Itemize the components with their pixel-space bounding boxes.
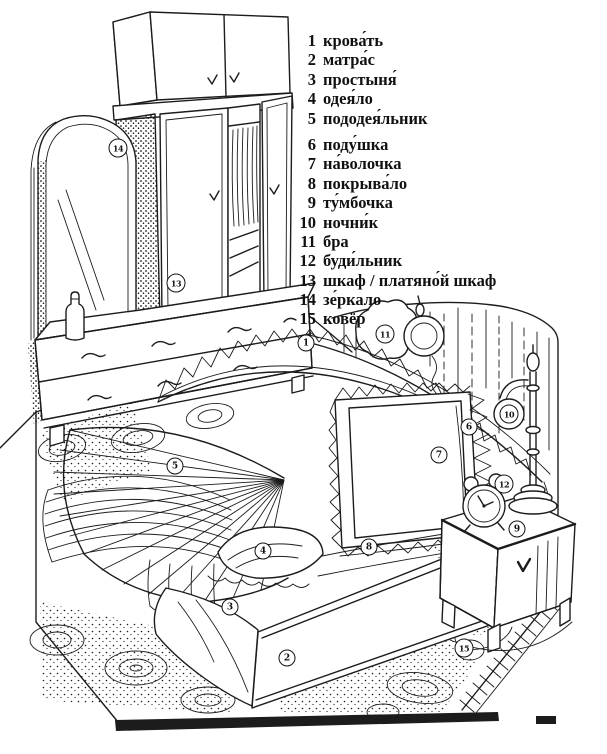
vocab-item (294, 309, 496, 328)
callout-5: 5 (167, 458, 184, 475)
vocab-item-number: 14 (299, 290, 316, 310)
vocab-item-label: покрыва́ло (323, 173, 408, 193)
vocab-item (294, 174, 496, 193)
vocab-item-number: 7 (307, 154, 316, 174)
vocab-item-number: 11 (300, 231, 316, 251)
callout-6: 6 (461, 419, 478, 436)
vocab-item (294, 154, 496, 173)
callout-10: 10 (500, 405, 519, 424)
vocab-item-number: 1 (307, 31, 316, 50)
vocab-item-number: 2 (307, 50, 316, 70)
vocab-item-number: 6 (307, 134, 316, 154)
vocab-list (294, 31, 496, 329)
callout-11: 11 (376, 325, 395, 344)
callout-9: 9 (509, 521, 526, 538)
vocab-item-label: бра (323, 231, 349, 251)
vocab-item-label: ту́мбочка (323, 193, 393, 213)
callout-4: 4 (255, 543, 272, 560)
vocab-item-label: шкаф / платяно́й шкаф (323, 270, 497, 290)
vocab-item-label: крова́ть (323, 31, 384, 50)
vocab-item-label: буди́льник (323, 251, 403, 271)
callout-15: 15 (455, 639, 474, 658)
vocab-item-number: 3 (307, 69, 316, 89)
callout-3: 3 (222, 599, 239, 616)
vocab-item (294, 193, 496, 212)
vocab-item-label: зе́ркало (323, 290, 382, 310)
vocab-item-number: 9 (307, 193, 316, 213)
dresser-drawing (28, 283, 315, 446)
callout-7: 7 (431, 447, 448, 464)
callout-14: 14 (109, 139, 128, 158)
vocab-item-number: 13 (299, 270, 316, 290)
vocab-item-number: 10 (299, 212, 316, 232)
vocab-item-number: 8 (307, 173, 316, 193)
vocab-item (294, 271, 496, 290)
vocab-item (294, 251, 496, 270)
callout-8: 8 (361, 539, 378, 556)
vocab-item (294, 70, 496, 89)
vocab-item (294, 232, 496, 251)
vocab-item-label: простыня́ (323, 69, 397, 89)
vocab-item (294, 290, 496, 309)
vocab-item (294, 31, 496, 50)
vocab-item (294, 50, 496, 69)
callout-2: 2 (279, 650, 296, 667)
vocab-item (294, 109, 496, 128)
vocab-item (294, 89, 496, 108)
vocab-item-number: 15 (299, 309, 316, 329)
vocab-item (294, 213, 496, 232)
vocab-item-number: 4 (307, 89, 316, 109)
vocab-item-label: ночни́к (323, 212, 379, 232)
vocab-item-label: одея́ло (323, 89, 373, 109)
vocab-item-number: 5 (307, 108, 316, 128)
callout-12: 12 (495, 475, 514, 494)
vocab-item-label: пододея́льник (323, 108, 428, 128)
vocab-item-label: матра́с (323, 50, 376, 70)
vocab-item-label: на́волочка (323, 154, 402, 174)
callout-13: 13 (167, 274, 186, 293)
vocab-item-label: ковёр (323, 309, 366, 329)
callout-1: 1 (298, 335, 315, 352)
vocab-item-label: поду́шка (323, 134, 389, 154)
vocab-item (294, 135, 496, 154)
vocab-item-number: 12 (299, 251, 316, 271)
